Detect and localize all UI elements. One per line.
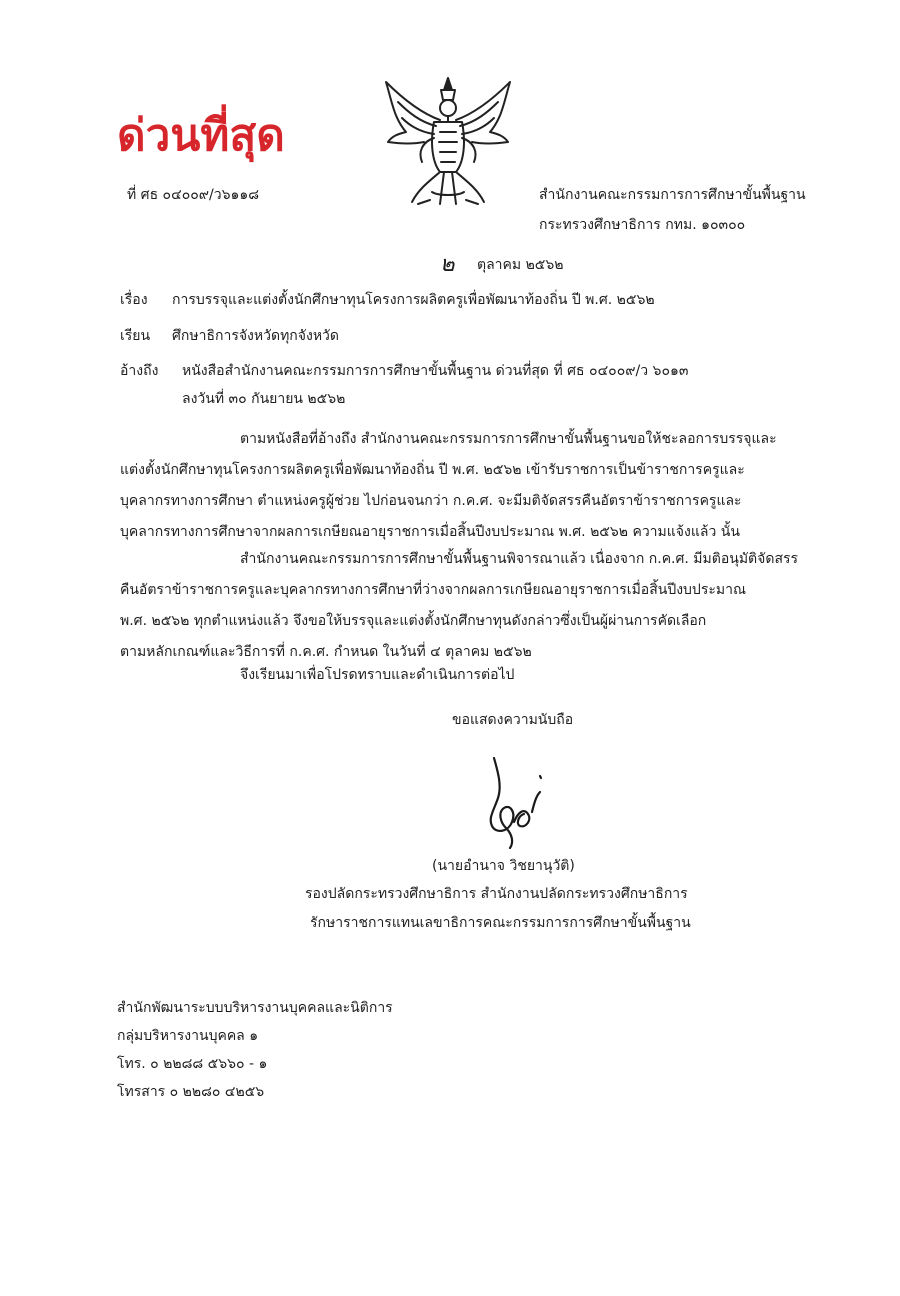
- paragraph-1: [120, 424, 838, 548]
- reference-label: อ้างถึง: [120, 363, 159, 379]
- office-name: สำนักงานคณะกรรมการการศึกษาขั้นพื้นฐาน: [539, 187, 806, 203]
- date-day: ๒: [440, 252, 455, 277]
- paragraph-line: บุคลากรทางการศึกษา ตำแหน่งครูผู้ช่วย ไปก่อนจนกว่า ก.ค.ศ. จะมีมติจัดสรรคืนอัตราข้าราชการครูและ: [120, 493, 742, 509]
- reference-line: [120, 360, 688, 382]
- signatory-position-1: รองปลัดกระทรวงศึกษาธิการ สำนักงานปลัดกระทรวงศึกษาธิการ: [305, 886, 688, 902]
- signatory-position-2: รักษาราชการแทนเลขาธิการคณะกรรมการการศึกษาขั้นพื้นฐาน: [310, 915, 691, 931]
- reference-text: หนังสือสำนักงานคณะกรรมการการศึกษาขั้นพื้นฐาน ด่วนที่สุด ที่ ศธ ๐๔๐๐๙/ว ๖๐๑๓: [182, 363, 689, 379]
- garuda-emblem-icon: [378, 72, 518, 212]
- recipient-line: [120, 325, 339, 347]
- paragraph-line: บุคลากรทางการศึกษาจากผลการเกษียณอายุราชการเมื่อสิ้นปีงบประมาณ พ.ศ. ๒๕๖๒ ความแจ้งแล้ว นั้น: [120, 524, 740, 540]
- contact-unit: สำนักพัฒนาระบบบริหารงานบุคคลและนิติการ: [117, 1000, 393, 1016]
- recipient-label: เรียน: [120, 328, 151, 344]
- document-number: ที่ ศธ ๐๔๐๐๙/ว๖๑๑๘: [127, 187, 260, 203]
- paragraph-line: ตามหลักเกณฑ์และวิธีการที่ ก.ค.ศ. กำหนด ในวันที่ ๔ ตุลาคม ๒๕๖๒: [120, 644, 532, 660]
- signatory-name: (นายอำนาจ วิชยานุวัติ): [432, 858, 575, 874]
- subject-label: เรื่อง: [120, 292, 148, 308]
- urgency-stamp: ด่วนที่สุด: [117, 110, 285, 161]
- paragraph-line: แต่งตั้งนักศึกษาทุนโครงการผลิตครูเพื่อพัฒนาท้องถิ่น ปี พ.ศ. ๒๕๖๒ เข้ารับราชการเป็นข้าราชการครูและ: [120, 462, 745, 478]
- reference-date: ลงวันที่ ๓๐ กันยายน ๒๕๖๒: [182, 391, 346, 407]
- office-address: กระทรวงศึกษาธิการ กทม. ๑๐๓๐๐: [539, 217, 746, 233]
- paragraph-line: สำนักงานคณะกรรมการการศึกษาขั้นพื้นฐานพิจารณาแล้ว เนื่องจาก ก.ค.ศ. มีมติอนุมัติจัดสรร: [240, 551, 799, 567]
- subject-line: [120, 289, 655, 311]
- paragraph-line: ตามหนังสือที่อ้างถึง สำนักงานคณะกรรมการการศึกษาขั้นพื้นฐานขอให้ชะลอการบรรจุและ: [240, 431, 777, 447]
- signature-icon: [484, 752, 554, 852]
- subject-text: การบรรจุและแต่งตั้งนักศึกษาทุนโครงการผลิตครูเพื่อพัฒนาท้องถิ่น ปี พ.ศ. ๒๕๖๒: [172, 292, 655, 308]
- paragraph-2: [120, 544, 838, 668]
- contact-phone: โทร. ๐ ๒๒๘๘ ๕๖๖๐ - ๑: [117, 1056, 268, 1072]
- date-month-year: ตุลาคม ๒๕๖๒: [477, 257, 564, 273]
- contact-fax: โทรสาร ๐ ๒๒๘๐ ๔๒๕๖: [117, 1084, 265, 1100]
- recipient-text: ศึกษาธิการจังหวัดทุกจังหวัด: [172, 328, 340, 344]
- paragraph-line: คืนอัตราข้าราชการครูและบุคลากรทางการศึกษาที่ว่างจากผลการเกษียณอายุราชการเมื่อสิ้นปีงบประมาณ: [120, 582, 746, 598]
- salutation: ขอแสดงความนับถือ: [452, 712, 574, 728]
- contact-group: กลุ่มบริหารงานบุคคล ๑: [117, 1028, 259, 1044]
- closing-request: จึงเรียนมาเพื่อโปรดทราบและดำเนินการต่อไป: [240, 667, 515, 683]
- paragraph-line: พ.ศ. ๒๕๖๒ ทุกตำแหน่งแล้ว จึงขอให้บรรจุและแต่งตั้งนักศึกษาทุนดังกล่าวซึ่งเป็นผู้ผ่านการคัดเลือก: [120, 613, 707, 629]
